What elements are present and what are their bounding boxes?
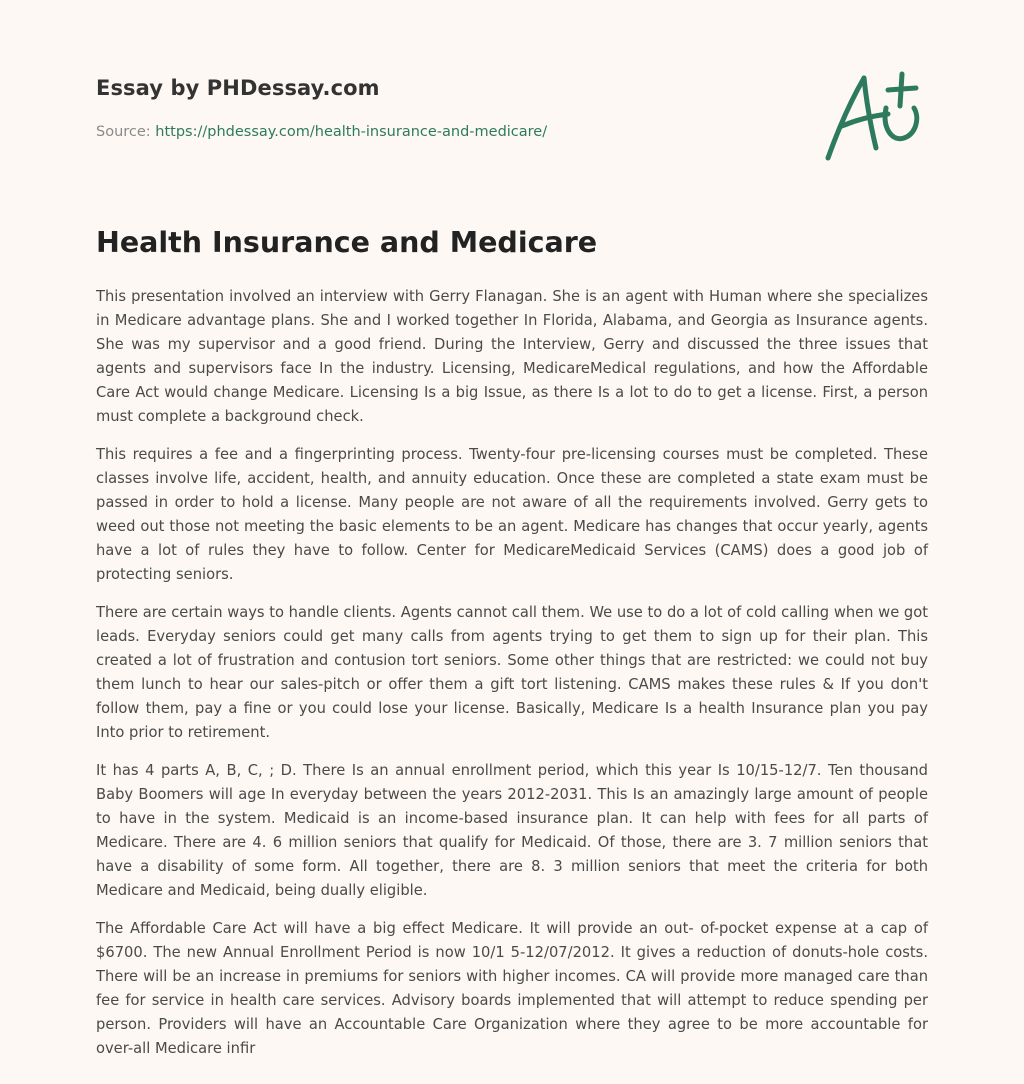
- article-paragraph: The Affordable Care Act will have a big effect Medicare. It will provide an out- of-pocket expense at a cap of $6700. The new Annual Enrollment Period is now 10/1 5-12/07/2012. It gives a reduction of donuts-hole costs. There will be an increase in premiums for seniors with higher incomes. CA will provide more managed care than fee for service in health care services. Advisory boards implemented that will attempt to reduce spending per person. Providers will have an Accountable Care Organization where they agree to be more accountable for over-all Medicare infir: [96, 920, 928, 1057]
- source-link[interactable]: https://phdessay.com/health-insurance-and-medicare/: [155, 124, 548, 140]
- article-paragraph: There are certain ways to handle clients. Agents cannot call them. We use to do a lot of cold calling when we got leads. Everyday seniors could get many calls from agents trying to get them to sign up for their plan. This created a lot of frustration and contusion tort seniors. Some other things that are restricted: we could not buy them lunch to hear our sales-pitch or offer them a gift tort listening. CAMS makes these rules & If you don't follow them, pay a fine or you could lose your license. Basically, Medicare Is a health Insurance plan you pay Into prior to retirement.: [96, 604, 928, 741]
- site-brand: Essay by PHDessay.com: [96, 76, 380, 100]
- a-plus-logo-icon: [820, 68, 928, 164]
- article-paragraph: This presentation involved an interview with Gerry Flanagan. She is an agent with Human where she specializes in Medicare advantage plans. She and I worked together In Florida, Alabama, and Georgia as Insurance agents. She was my supervisor and a good friend. During the Interview, Gerry and discussed the three issues that agents and supervisors face In the industry. Licensing, MedicareMedical regulations, and how the Affordable Care Act would change Medicare. Licensing Is a big Issue, as there Is a lot to do to get a license. First, a person must complete a background check.: [96, 288, 928, 425]
- article-title: Health Insurance and Medicare: [96, 226, 598, 259]
- source-label: Source:: [96, 124, 156, 140]
- source-line: [96, 124, 547, 140]
- article-body: [96, 285, 928, 1075]
- article-paragraph: This requires a fee and a fingerprinting process. Twenty-four pre-licensing courses must be completed. These classes involve life, accident, health, and annuity education. Once these are completed a state exam must be passed in order to hold a license. Many people are not aware of all the requirements involved. Gerry gets to weed out those not meeting the basic elements to be an agent. Medicare has changes that occur yearly, agents have a lot of rules they have to follow. Center for MedicareMedicaid Services (CAMS) does a good job of protecting seniors.: [96, 446, 928, 583]
- article-paragraph: It has 4 parts A, B, C, ; D. There Is an annual enrollment period, which this year Is 10/15-12/7. Ten thousand Baby Boomers will age In everyday between the years 2012-2031. This Is an amazingly large amount of people to have in the system. Medicaid is an income-based insurance plan. It can help with fees for all parts of Medicare. There are 4. 6 million seniors that qualify for Medicaid. Of those, there are 3. 7 million seniors that have a disability of some form. All together, there are 8. 3 million seniors that meet the criteria for both Medicare and Medicaid, being dually eligible.: [96, 762, 928, 899]
